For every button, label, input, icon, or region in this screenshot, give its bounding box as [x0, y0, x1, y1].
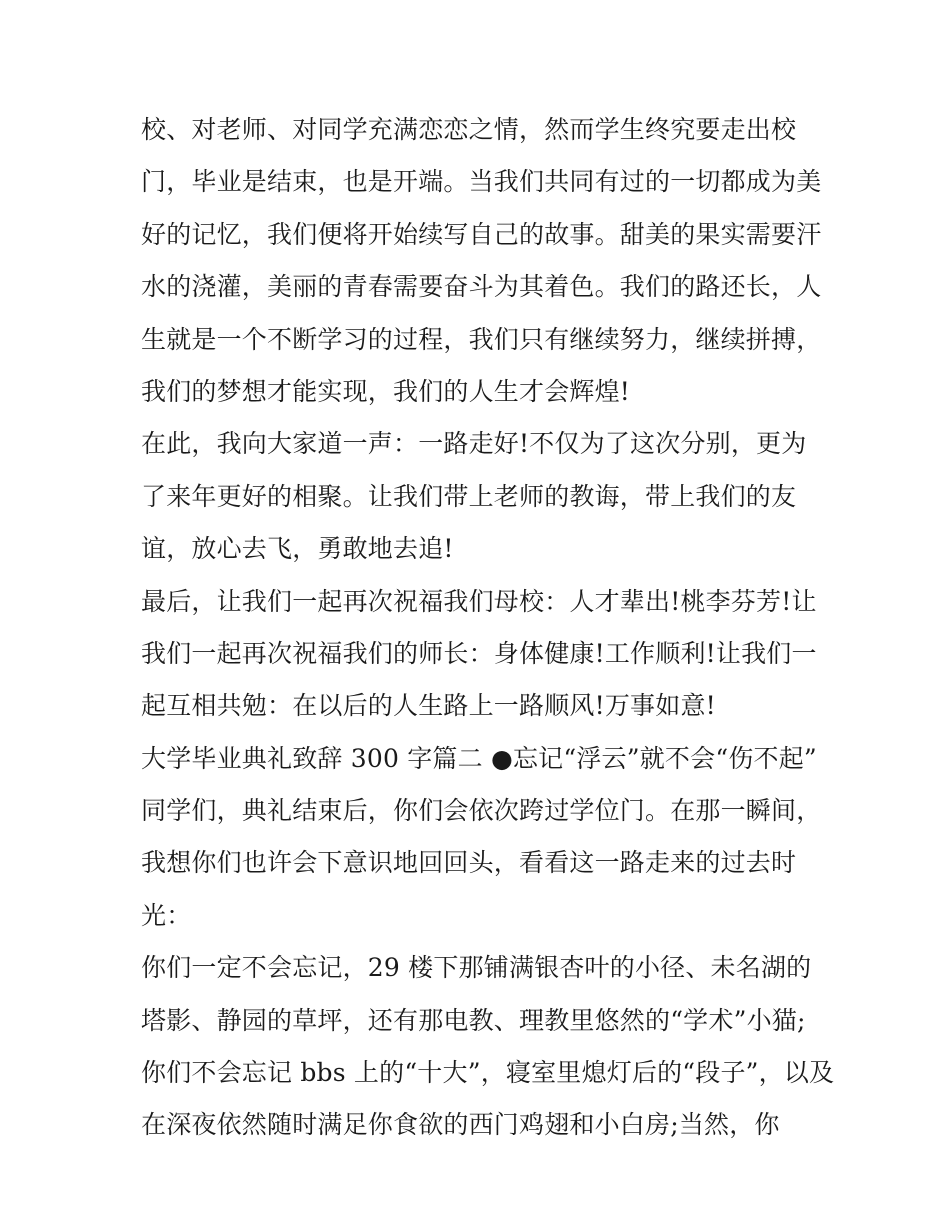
- text-line: 门，毕业是结束，也是开端。当我们共同有过的一切都成为美: [141, 167, 822, 197]
- text-line: 水的浇灌，美丽的青春需要奋斗为其着色。我们的路还长，人: [141, 272, 822, 302]
- text-line: 塔影、静园的草坪，还有那电教、理教里悠然的“学术”小猫;: [141, 1005, 806, 1035]
- text-line: 谊，放心去飞，勇敢地去追!: [141, 534, 454, 564]
- text-line: 好的记忆，我们便将开始续写自己的故事。甜美的果实需要汗: [141, 219, 822, 249]
- text-line: 在深夜依然随时满足你食欲的西门鸡翅和小白房;当然，你: [141, 1110, 780, 1140]
- section-heading: 大学毕业典礼致辞 300 字篇二 ●忘记“浮云”就不会“伤不起”: [141, 743, 817, 773]
- text-line: 在此，我向大家道一声：一路走好!不仅为了这次分别，更为: [141, 429, 807, 459]
- text-line: 光：: [141, 900, 192, 930]
- text-line: 起互相共勉：在以后的人生路上一路顺风!万事如意!: [141, 691, 716, 721]
- text-line: 你们一定不会忘记，29 楼下那铺满银杏叶的小径、未名湖的: [141, 953, 812, 983]
- text-line: 最后，让我们一起再次祝福我们母校：人才辈出!桃李芬芳!让: [141, 586, 817, 616]
- text-line: 我想你们也许会下意识地回回头，看看这一路走来的过去时: [141, 848, 797, 878]
- text-line: 同学们，典礼结束后，你们会依次跨过学位门。在那一瞬间，: [141, 796, 822, 826]
- document-body: [141, 104, 835, 1152]
- text-line: 生就是一个不断学习的过程，我们只有继续努力，继续拼搏，: [141, 324, 822, 354]
- text-line: 我们的梦想才能实现，我们的人生才会辉煌!: [141, 376, 631, 406]
- text-line: 了来年更好的相聚。让我们带上老师的教诲，带上我们的友: [141, 481, 797, 511]
- text-line: 校、对老师、对同学充满恋恋之情，然而学生终究要走出校: [141, 115, 797, 144]
- text-line: 我们一起再次祝福我们的师长：身体健康!工作顺利!让我们一: [141, 638, 817, 668]
- text-line: 你们不会忘记 bbs 上的“十大”，寝室里熄灯后的“段子”，以及: [141, 1058, 835, 1088]
